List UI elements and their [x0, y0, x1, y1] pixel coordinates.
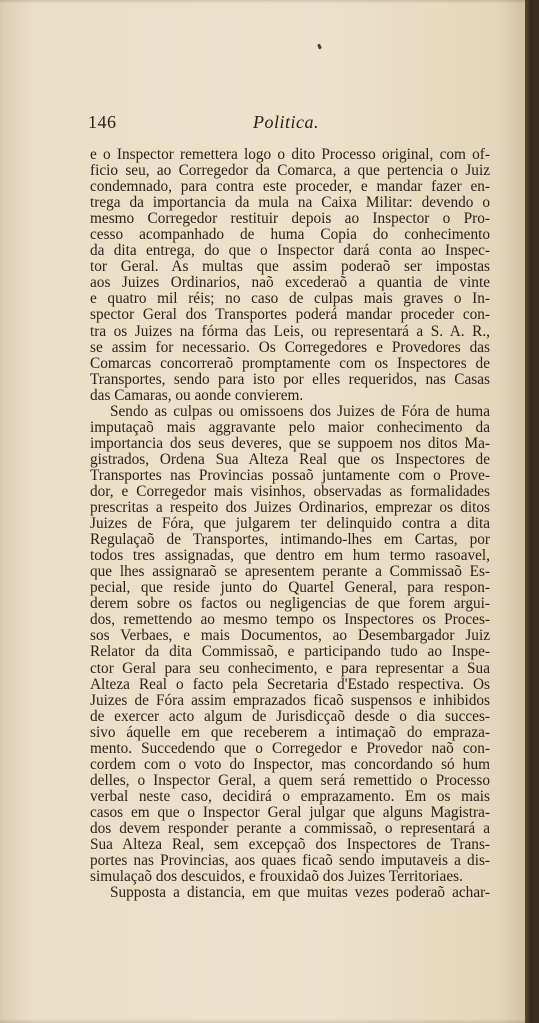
text-line: prescritas a respeito dos Juizes Ordinarios, emprezar os ditos [90, 499, 490, 517]
text-line: ficio seu, ao Corregedor da Comarca, a que pertencia o Juiz [90, 162, 490, 180]
text-line: mento. Succedendo que o Corregedor e Provedor naõ con- [90, 739, 490, 757]
text-line: e quatro mil réis; no caso de culpas mais graves o In- [90, 290, 490, 308]
text-line: Sendo as culpas ou omissoens dos Juizes de Fóra de huma [110, 402, 490, 420]
text-line: Comarcas concorreraõ promptamente com os Inspectores de [90, 354, 490, 372]
text-line: mesmo Corregedor restituir depois ao Inspector o Pro- [90, 210, 490, 228]
text-line: cordem com o voto do Inspector, mas concordando só hum [90, 755, 490, 773]
text-line: todos tres assignadas, que dentro em hum termo rasoavel, [90, 547, 490, 565]
text-line: imputaçaõ mais aggravante pelo maior conhecimento da [90, 418, 490, 436]
text-line: de exercer acto algum de Jurisdicçaõ desde o dia succes- [90, 707, 490, 725]
text-line: das Camaras, ou aonde convierem. [90, 386, 304, 404]
text-line: trega da importancia da mula na Caixa Militar: devendo o [90, 194, 490, 212]
ink-speck [317, 44, 322, 50]
text-line: que lhes assignaraõ se apresentem perante a Commissaõ Es- [90, 563, 490, 581]
text-line: delles, o Inspector Geral, a quem será remettido o Processo [90, 771, 490, 789]
text-line: Sua Alteza Real, sem excepçaõ dos Inspectores de Trans- [90, 836, 490, 854]
text-line: e o Inspector remettera logo o dito Processo original, com of- [90, 146, 490, 163]
text-line: tor Geral. As multas que assim poderaõ ser impostas [90, 258, 490, 276]
text-line: simulaçaõ dos descuidos, e frouxidaõ dos Juizes Territoriaes. [90, 868, 463, 886]
text-line: da dita entrega, do que o Inspector dará conta ao Inspec- [90, 242, 490, 260]
text-line: dos, remettendo ao mesmo tempo os Inspectores os Proces- [90, 611, 490, 629]
text-line: Transportes, sendo para isto por elles requeridos, nas Casas [90, 370, 490, 388]
text-line: casos em que o Inspector Geral julgar que alguns Magistra- [90, 803, 490, 821]
page-number: 146 [88, 112, 117, 132]
text-line: importancia dos seus deveres, que se suppoem nos ditos Ma- [90, 434, 490, 452]
text-line: Supposta a distancia, em que muitas vezes poderaõ achar- [110, 884, 490, 902]
text-line: Alteza Real o facto pela Secretaria d'Estado respectiva. Os [90, 675, 490, 693]
text-line: cesso acompanhado de huma Copia do conhecimento [90, 226, 490, 244]
text-line: Regulaçaõ de Transportes, intimando-lhes em Cartas, por [90, 531, 490, 549]
paragraph [90, 147, 490, 404]
text-line: dos devem responder perante a commissaõ, o representará a [90, 819, 490, 837]
text-line: dor, e Corregedor mais visinhos, observadas as formalidades [90, 482, 490, 500]
text-line: pecial, que reside junto do Quartel General, para respon- [90, 579, 490, 597]
body-text [90, 147, 490, 901]
text-line: se assim for necessario. Os Corregedores e Provedores das [90, 338, 490, 356]
text-line: Juizes de Fóra assim emprazados ficaõ suspensos e inhibidos [90, 691, 490, 709]
text-line: gistrados, Ordena Sua Alteza Real que os Inspectores de [90, 450, 490, 468]
text-line: portes nas Provincias, aos quaes ficaõ sendo imputaveis a dis- [90, 852, 490, 870]
page-header [88, 112, 484, 136]
text-line: sivo áquelle em que receberem a intimaçaõ do empraza- [90, 723, 490, 741]
text-line: sos Verbaes, e mais Documentos, ao Desembargador Juiz [90, 627, 490, 645]
text-line: condemnado, para contra este proceder, e mandar fazer en- [90, 178, 490, 196]
text-line: aos Juizes Ordinarios, naõ excederaõ a quantia de vinte [90, 274, 490, 292]
text-line: Relator da dita Commissaõ, e participando tudo ao Inspe- [90, 643, 490, 661]
text-line: verbal neste caso, decidirá o emprazamento. Em os mais [90, 787, 490, 805]
text-line: Transportes nas Provincias possaõ juntamente com o Prove- [90, 466, 490, 484]
text-line: spector Geral dos Transportes poderá mandar proceder con- [90, 306, 490, 324]
paragraph [90, 404, 490, 885]
text-line: Juizes de Fóra, que julgarem ter delinquido contra a dita [90, 515, 490, 533]
running-title: Politica. [253, 112, 319, 132]
text-line: tra os Juizes na fórma das Leis, ou representará a S. A. R., [90, 322, 490, 340]
paragraph [90, 885, 490, 901]
page-edge [525, 0, 532, 1023]
text-line: ctor Geral para seu conhecimento, e para representar a Sua [90, 659, 490, 677]
text-line: derem sobre os factos ou negligencias de que forem argui- [90, 595, 490, 613]
